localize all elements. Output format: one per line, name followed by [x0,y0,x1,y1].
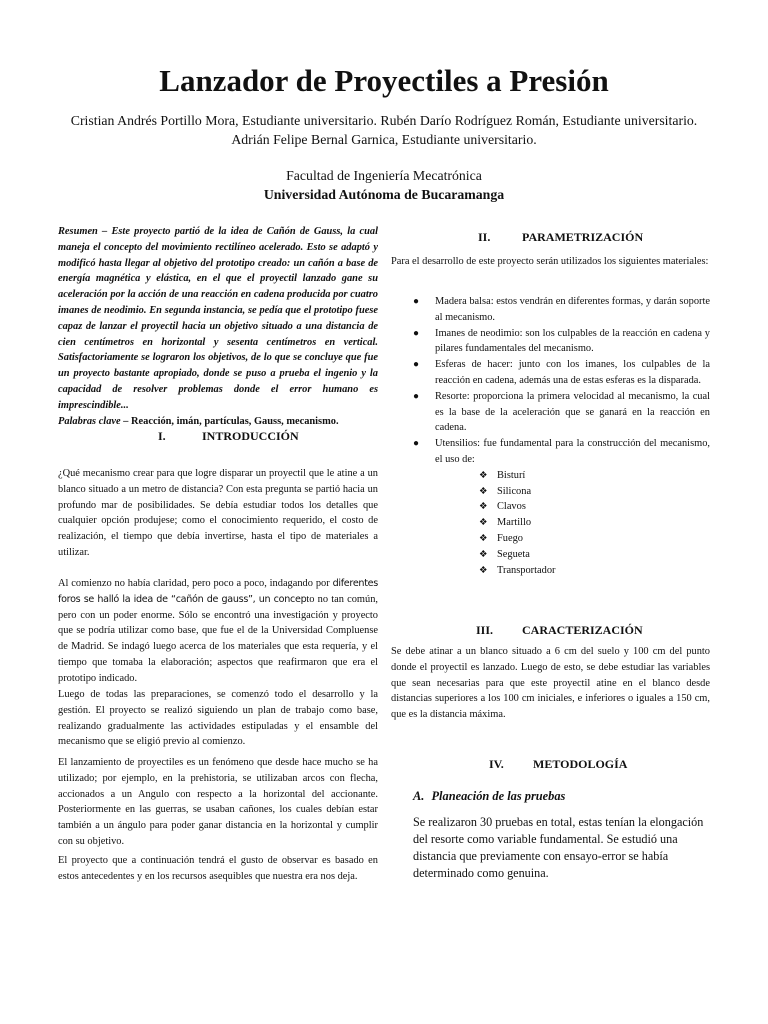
intro-paragraph-1: ¿Qué mecanismo crear para que logre disparar un proyectil que le atine a un blanco situado a un metro de distancia? Con esta pregunta se partió hacia un profundo mar de posibilidades. Se debía estudiar todos los detalles que cualquier opción produjese; como el conocimiento requerido, el costo de realización, el tiempo que debía invertirse, hasta el tipo de materiales a utilizar. [58,468,378,558]
list-item-text: Resorte: proporciona la primera velocidad al mecanismo, la cual es la base de la aceleración que se ganará en la reacción en cadena. [435,390,710,434]
subsection-heading [413,788,565,804]
caract-paragraph: Se debe atinar a un blanco situado a 6 cm del suelo y 100 cm del punto donde el proyectil es lanzado. Luego de esto, se debe estudiar las variables que sean necesarias para que este proyectil atine en el blanco desde distancias superiores a los 100 cm iniciales, e inferiores o iguales a 150 cm, que es la distancia máxima. [391,646,710,721]
intro-paragraph-4: El lanzamiento de proyectiles es un fenómeno que desde hace mucho se ha utilizado; por ejemplo, en la prehistoria, se utilizaban arcos con flecha, accionados a un Angulo con respecto a la horizontal del accionante. Posteriormente en las guerras, se usaban cañones, los cuales debían estar también a un ángulo para poder ganar distancia en la horizontal y cumplir con su objetivo. [58,757,378,847]
subsection-title: Planeación de las pruebas [431,789,566,803]
bullet-icon: ● [413,327,420,339]
tool-item [435,468,710,484]
diamond-bullet-icon: ❖ [479,548,488,560]
section-number: I. [158,429,166,443]
section-number: III. [476,623,494,637]
tool-item-text: Martillo [497,517,532,529]
intro-paragraph-5: El proyecto que a continuación tendrá el gusto de observar es basado en estos antecedentes y en los recursos asequibles que nuestra era nos deja. [58,855,378,882]
bullet-icon: ● [413,296,420,307]
tool-item-text: Fuego [497,532,523,544]
faculty: Facultad de Ingeniería Mecatrónica [286,168,482,183]
section-number: IV. [489,757,504,771]
diamond-bullet-icon: ❖ [479,485,488,497]
authors-line-1: Cristian Andrés Portillo Mora, Estudiante universitario. Rubén Darío Rodríguez Román, Estudiante universitario. [70,113,698,128]
list-item [391,326,710,358]
tools-list [435,468,710,579]
tool-item-text: Segueta [497,548,530,560]
list-item-text: Madera balsa: estos vendrán en diferentes formas, y darán soporte al mecanismo. [435,296,710,323]
tool-item [435,499,710,515]
section-number: II. [478,230,491,244]
keywords: Reacción, imán, partículas, Gauss, mecanismo. [131,415,339,427]
tool-item-text: Clavos [497,501,526,513]
intro-paragraph-2-end: to no tan común, pero con un poder enorme. Sólo se encontró una investigación y proyecto que se podría utilizar como base, que fue el de la Universidad Compluense de Madrid. Se indagó luego acerca de los materiales que esta requería, y el tiempo que tomaba la elaboración; aspectos que reafirmaron que era el prototipo indicado. [58,593,378,684]
list-item [391,294,710,326]
diamond-bullet-icon: ❖ [479,501,488,513]
section-title: METODOLOGÍA [533,757,628,771]
section-title: CARACTERIZACIÓN [522,623,643,637]
paper-title: Lanzador de Proyectiles a Presión [159,63,609,98]
section-title: INTRODUCCIÓN [202,429,299,443]
bullet-icon: ● [413,390,420,402]
intro-paragraph-2-start: Al comienzo no había claridad, pero poco a poco, indagando por [58,578,330,589]
list-item-text: Utensilios: fue fundamental para la construcción del mecanismo, el uso de: [435,438,710,465]
tool-item [435,515,710,531]
tool-item [435,484,710,500]
list-item [391,389,710,436]
abstract [58,224,378,429]
university: Universidad Autónoma de Bucaramanga [263,187,505,202]
list-item [391,436,710,578]
diamond-bullet-icon: ❖ [479,469,488,481]
tool-item-text: Transportador [497,564,556,576]
tool-item [435,547,710,563]
subsection-number: A. [413,789,425,803]
tool-item-text: Silicona [497,485,532,497]
param-intro: Para el desarrollo de este proyecto serán utilizados los siguientes materiales: [391,256,709,267]
materials-list [391,294,710,578]
intro-paragraph-2 [58,576,378,687]
bullet-icon: ● [413,438,420,450]
intro-paragraph-3: Luego de todas las preparaciones, se comenzó todo el desarrollo y la gestión. El proyecto se realizó siguiendo un plan de trabajo como base, realizando gradualmente las actividades estipuladas y el ensamble del mecanismo que se eligió previo al comienzo. [58,689,378,748]
list-item [391,357,710,389]
keywords-label: Palabras clave – [58,415,129,427]
tool-item [435,531,710,547]
list-item-text: Esferas de hacer: junto con los imanes, los culpables de la reacción en cadena, además una de estas esferas es la disparada. [435,359,710,386]
tool-item-text: Bisturí [497,469,526,481]
bullet-icon: ● [413,359,420,371]
abstract-text: Resumen – Este proyecto partió de la idea de Cañón de Gauss, la cual maneja el concepto del movimiento rectilíneo acelerado. Esto se adaptó y modificó hasta llegar al objetivo del prototipo creado: un cañón a base de energía magnética y elástica, en el que el proyectil lanzado gane su aceleración por la acción de una reacción en cadena producida por cuatro imanes de neodimio. En segunda instancia, se pedía que el prototipo fuese capaz de lanzar el proyectil hacia un objetivo situado a una distancia de cien centímetros en horizontal y sesenta centímetros en vertical. Satisfactoriamente se lograron los objetivos, de lo que se concluye que fue un proyecto bastante apropiado, donde se puso a prueba el ingenio y la capacidad de resolver problemas donde el error humano es imprescindible... [58,226,378,411]
diamond-bullet-icon: ❖ [479,564,488,576]
tool-item [435,563,710,579]
authors [40,111,728,149]
handwritten-insertion: diferentes foros se halló la idea de “cañón de gauss”, un concep [58,578,378,605]
list-item-text: Imanes de neodimio: son los culpables de la reacción en cadena y pilares fundamentales del mecanismo. [435,327,710,355]
diamond-bullet-icon: ❖ [479,517,488,529]
diamond-bullet-icon: ❖ [479,532,488,544]
section-title: PARAMETRIZACIÓN [522,230,644,244]
authors-line-2: Adrián Felipe Bernal Garnica, Estudiante universitario. [231,132,537,147]
metod-paragraph: Se realizaron 30 pruebas en total, estas tenían la elongación del resorte como variable fundamental. Se estudió una distancia que previamente con ensayo-error se había determinado como genuina. [413,815,704,880]
